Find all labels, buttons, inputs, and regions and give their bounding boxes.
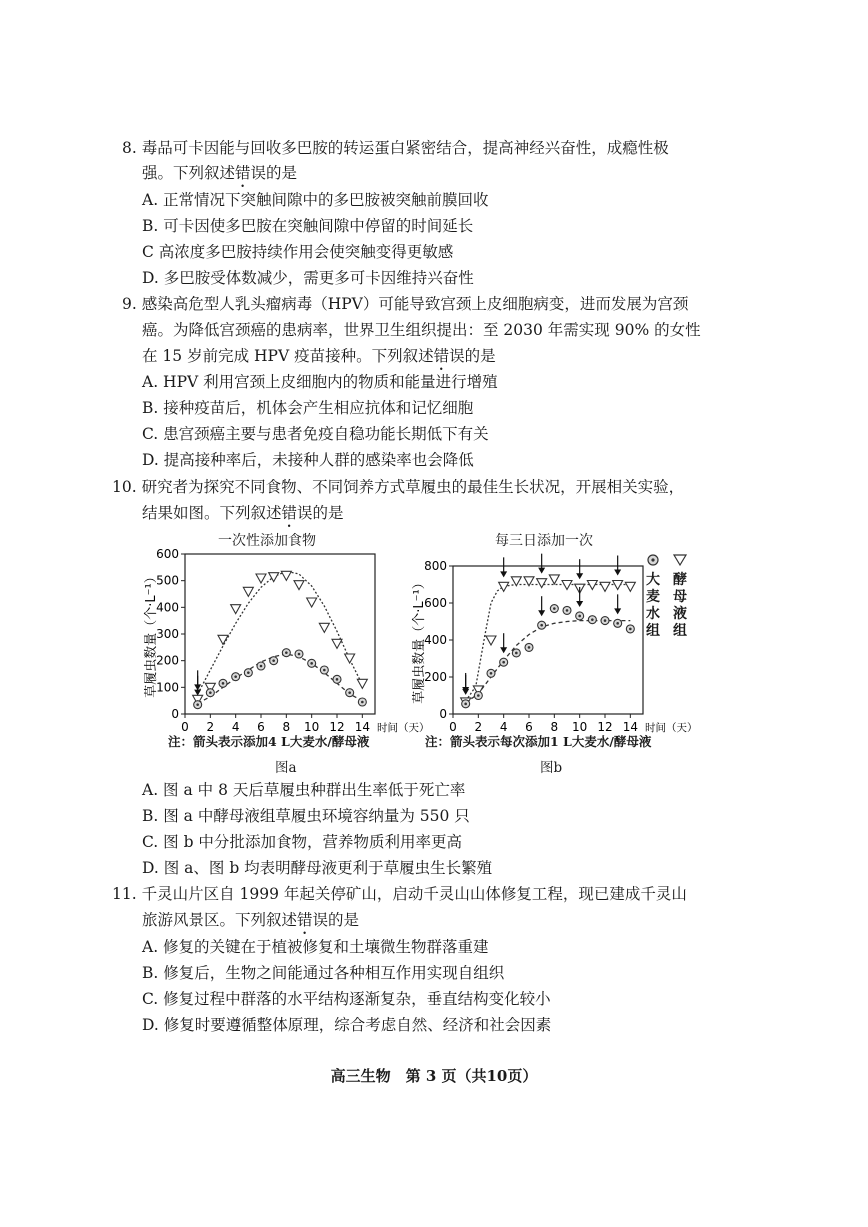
x-tick-label: 4 [499, 720, 508, 734]
arrow-head-icon [538, 568, 545, 574]
arrow-head-icon [614, 570, 621, 576]
arrow-head-icon [462, 689, 469, 695]
y-tick-label: 100 [156, 680, 179, 695]
q10-option-d: D. 图 a、图 b 均表明酵母液更利于草履虫生长繁殖 [142, 859, 493, 877]
data-point-barley-center [272, 659, 275, 662]
x-axis-label: 时间（天） [645, 722, 698, 734]
x-tick-label: 2 [206, 720, 215, 734]
data-point-barley-center [336, 678, 339, 681]
x-tick-label: 0 [181, 720, 189, 734]
data-point-barley-center [196, 703, 199, 706]
x-tick-label: 10 [304, 720, 320, 734]
data-point-barley-center [553, 607, 556, 610]
data-point-yeast [319, 623, 329, 632]
fit-curve-barley [466, 621, 631, 703]
data-point-yeast [486, 636, 496, 645]
plot-frame [453, 566, 643, 714]
arrow-head-icon [614, 608, 621, 614]
x-tick-label: 8 [282, 720, 291, 734]
x-tick-label: 14 [354, 720, 370, 734]
q9-stem-line1: 9. 感染高危型人乳头瘤病毒（HPV）可能导致宫颈上皮细胞病变，进而发展为宫颈 [122, 295, 689, 313]
q10-option-c: C. 图 b 中分批添加食物，营养物质利用率更高 [142, 833, 462, 851]
data-point-barley-center [348, 691, 351, 694]
y-tick-label: 200 [424, 670, 447, 684]
arrow-head-icon [194, 690, 201, 696]
q11-stem-text: 旅游风景区。下列叙述 [142, 911, 298, 929]
data-point-yeast [345, 654, 355, 663]
data-point-barley-center [222, 682, 225, 685]
q11-option-c: C. 修复过程中群落的水平结构逐渐复杂，垂直结构变化较小 [142, 990, 551, 1008]
y-tick-label: 500 [156, 573, 179, 588]
data-point-yeast [269, 573, 279, 582]
x-tick-label: 2 [474, 720, 483, 734]
page-footer: 高三生物 第 3 页（共10页） [330, 1067, 538, 1085]
y-tick-label: 200 [156, 653, 179, 668]
chart-a-note: 注：箭头表示添加4 L大麦水/酵母液 [168, 734, 370, 749]
q10-stem-line1: 10. 研究者为探究不同食物、不同饲养方式草履虫的最佳生长状况，开展相关实验， [112, 478, 685, 496]
data-point-yeast [243, 587, 253, 596]
q8-option-a: A. 正常情况下突触间隙中的多巴胺被突触前膜回收 [142, 191, 489, 209]
data-point-barley-center [540, 624, 543, 627]
q9-option-a: A. HPV 利用宫颈上皮细胞内的物质和能量进行增殖 [142, 373, 498, 391]
data-point-barley-center [616, 622, 619, 625]
y-tick-label: 400 [424, 633, 447, 647]
x-axis-label: 时间（天） [377, 722, 430, 734]
arrow-head-icon [500, 571, 507, 577]
data-point-yeast [256, 574, 266, 583]
emphasis-mark: 错 [235, 164, 251, 182]
y-axis-label: 草履虫数量（个·L⁻¹） [412, 576, 427, 704]
data-point-yeast [537, 579, 547, 588]
data-point-barley-center [323, 669, 326, 672]
data-point-barley-center [247, 671, 250, 674]
data-point-barley-center [285, 651, 288, 654]
data-point-yeast [281, 571, 291, 580]
q8-option-c: C 高浓度多巴胺持续作用会使突触变得更敏感 [142, 243, 454, 261]
q8-stem-text-end: 误的是 [250, 164, 298, 182]
data-point-yeast [499, 582, 509, 591]
q10-stem-text: 结果如图。下列叙述 [142, 504, 282, 522]
q8-stem-line1: 8. 毒品可卡因能与回收多巴胺的转运蛋白紧密结合，提高神经兴奋性，成瘾性极 [122, 139, 669, 157]
q9-stem-line3 [142, 346, 496, 374]
data-point-barley-center [361, 701, 364, 704]
y-tick-label: 0 [439, 707, 447, 721]
arrow-head-icon [500, 647, 507, 653]
data-point-yeast [294, 581, 304, 590]
x-tick-label: 4 [231, 720, 240, 734]
y-tick-label: 300 [156, 627, 179, 641]
y-tick-label: 600 [156, 547, 179, 561]
data-point-barley-center [591, 618, 594, 621]
data-point-yeast [231, 605, 241, 614]
q11-stem-line2 [142, 910, 359, 938]
y-tick-label: 400 [156, 600, 179, 615]
legend-barley: 大麦水组 [646, 572, 660, 639]
data-point-barley-center [234, 675, 237, 678]
q11-option-a: A. 修复的关键在于植被修复和土壤微生物群落重建 [142, 938, 489, 956]
y-tick-label: 0 [171, 707, 179, 721]
y-tick-label: 600 [424, 596, 447, 610]
data-point-barley-center [298, 653, 301, 656]
q11-stem-text-end: 误的是 [312, 911, 360, 929]
y-tick-label: 800 [424, 559, 447, 573]
q10-stem-text-end: 误的是 [297, 504, 344, 522]
data-point-yeast [307, 598, 317, 607]
data-point-barley-center [629, 628, 632, 631]
data-point-barley-center [490, 672, 493, 675]
y-axis-label: 草履虫数量（个·L⁻¹） [144, 570, 159, 698]
arrow-head-icon [576, 601, 583, 607]
chart-b-figure-label: 图b [540, 760, 563, 776]
chart-b-title: 每三日添加一次 [495, 533, 593, 549]
q9-option-c: C. 患宫颈癌主要与患者免疫自稳功能长期低下有关 [142, 425, 489, 443]
q9-stem-line2: 癌。为降低宫颈癌的患病率，世界卫生组织提出：至 2030 年需实现 90% 的女性 [142, 321, 701, 339]
q11-option-d: D. 修复时要遵循整体原理，综合考虑自然、经济和社会因素 [142, 1016, 552, 1034]
q11-stem-line1: 11. 千灵山片区自 1999 年起关停矿山，启动千灵山山体修复工程，现已建成千灵山 [112, 885, 687, 903]
arrow-head-icon [538, 610, 545, 616]
x-tick-label: 0 [449, 720, 457, 734]
chart-a-figure-label: 图a [275, 760, 297, 776]
q9-option-d: D. 提高接种率后，未接种人群的感染率也会降低 [142, 451, 474, 469]
q10-option-b: B. 图 a 中酵母液组草履虫环境容纳量为 550 只 [142, 807, 470, 825]
data-point-barley-center [464, 703, 467, 706]
q9-option-b: B. 接种疫苗后，机体会产生相应抗体和记忆细胞 [142, 399, 474, 417]
arrow-head-icon [576, 573, 583, 579]
x-tick-label: 8 [550, 720, 559, 734]
q9-stem-text: 在 15 岁前完成 HPV 疫苗接种。下列叙述 [142, 347, 434, 365]
chart-b-note: 注：箭头表示每次添加1 L大麦水/酵母液 [425, 734, 652, 749]
data-point-barley-center [310, 662, 313, 665]
x-tick-label: 6 [257, 720, 265, 734]
q10-stem-line2 [142, 503, 344, 531]
chart-a [140, 547, 430, 748]
data-point-barley-center [528, 646, 531, 649]
data-point-barley-center [477, 694, 480, 697]
emphasis-mark: 错 [433, 347, 450, 365]
q8-stem-text: 强。下列叙述 [142, 164, 236, 182]
data-point-barley-center [515, 652, 518, 655]
data-point-barley-center [604, 619, 607, 622]
chart-a-title: 一次性添加食物 [218, 533, 316, 549]
x-tick-label: 12 [329, 720, 345, 734]
data-point-yeast [357, 679, 367, 688]
x-tick-label: 10 [572, 720, 588, 734]
q11-option-b: B. 修复后，生物之间能通过各种相互作用实现自组织 [142, 964, 505, 982]
x-tick-label: 6 [525, 720, 533, 734]
data-point-barley-center [502, 661, 505, 664]
legend-circle-icon [645, 552, 661, 568]
x-tick-label: 12 [597, 720, 613, 734]
emphasis-mark: 错 [297, 911, 313, 929]
data-point-yeast [600, 582, 610, 591]
x-tick-label: 14 [622, 720, 638, 734]
data-point-barley-center [566, 609, 569, 612]
data-point-barley-center [260, 665, 263, 668]
emphasis-mark: 错 [281, 504, 298, 522]
data-point-yeast [549, 575, 559, 584]
data-point-barley-center [578, 615, 581, 618]
q9-stem-text-end: 误的是 [449, 347, 496, 365]
q8-option-d: D. 多巴胺受体数减少，需更多可卡因维持兴奋性 [142, 269, 474, 287]
legend-triangle-icon [672, 552, 688, 568]
legend-yeast: 酵母液组 [673, 572, 687, 639]
data-point-barley-center [209, 691, 212, 694]
data-point-yeast [625, 582, 635, 591]
q8-option-b: B. 可卡因使多巴胺在突触间隙中停留的时间延长 [142, 217, 474, 235]
q8-stem-line2 [142, 163, 297, 191]
q10-option-a: A. 图 a 中 8 天后草履虫种群出生率低于死亡率 [142, 781, 466, 799]
data-point-yeast [332, 639, 342, 648]
